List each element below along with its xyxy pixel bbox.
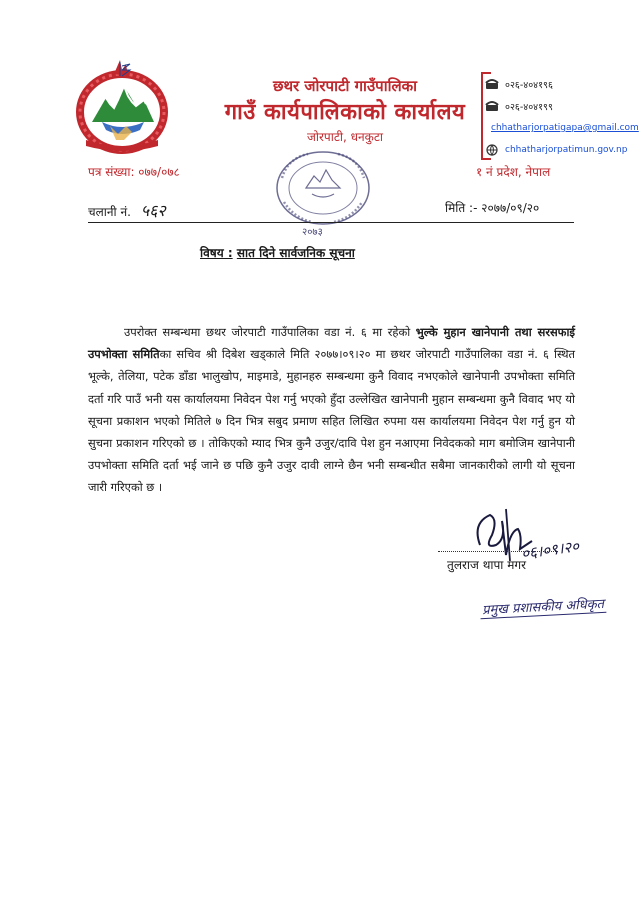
body-part-2: का सचिव श्री दिबेश खड्काले मिति २०७७।०९।२० मा छथर जोरपाटी गाउँपालिका वडा नं. ६ स्थित भूल्के, तेलिया, पटेक डाँडा भालुखोप, माइमाडे, मुहानहरु सम्बन्धमा कुनै विवाद नभएकोले खानेपानी उपभोक्ता समिति दर्ता गरि पाउँ भनी यस कार्यालयमा निवेदन पेश गर्नु भएको हुँदा उल्लेखित खानेपानी मुहान सम्बन्धमा कुनै विवाद भए यो सूचना प्रकाशन भएको मितिले ७ दिन भित्र सबुद प्रमाण सहित लिखित रुपमा यस कार्यालयमा निवेदन पेश गर्नु हुन यो सुचना प्रकाशन गरिएको छ । तोकिएको म्याद भित्र कुनै उजुर/दावि पेश हुन नआएमा निवेदकको माग बमोजिम खानेपानी उपभोक्ता समिति दर्ता भई जाने छ पछि कुनै उजुर दावी लाग्ने छैन भनी सम्बन्धीत सबैमा जानकारीको लागी यो सूचना जारी गरिएको छ ।: [88, 347, 575, 495]
phone-number-1: ०२६-४०४१९६: [505, 79, 553, 91]
office-address: जोरपाटी, धनकुटा: [306, 130, 384, 144]
globe-icon: [485, 144, 499, 156]
website-link[interactable]: chhatharjorpatimun.gov.np: [505, 145, 628, 155]
signer-name: तुलराज थापा मगर: [447, 558, 527, 572]
stamp-year: २०७३: [302, 227, 323, 238]
province-label: १ नं प्रदेश, नेपाल: [476, 165, 551, 179]
date-field: मिति :- २०७७/०९/२०: [445, 201, 540, 215]
dispatch-number: [88, 199, 166, 221]
body-part-1: उपरोक्त सम्बन्धमा छथर जोरपाटी गाउँपालिका वडा नं. ६ मा रहेको: [124, 325, 416, 339]
email-link[interactable]: chhatharjorpatigapa@gmail.com: [491, 123, 639, 133]
phone-number-2: ०२६-४०४१९९: [505, 101, 553, 113]
subject-text: सात दिने सार्वजनिक सूचना: [236, 246, 355, 260]
email-row: [485, 117, 639, 139]
committee-name: भुल्के मुहान खानेपानी तथा सरसफाई उपभोक्ता समिति: [88, 325, 576, 362]
phone-icon: [485, 78, 499, 90]
phone-row-1: [485, 73, 635, 95]
signer-title-stamp: प्रमुख प्रशासकीय अधिकृत: [480, 594, 607, 620]
office-seal-stamp: [268, 148, 378, 230]
signature-date: ०६।०९।२०: [520, 537, 581, 563]
dispatch-number-value: ५६२: [140, 201, 166, 220]
nepal-emblem: [66, 56, 178, 158]
signature-line: [438, 551, 558, 552]
phone-row-2: [485, 95, 635, 117]
subject-label: विषय :: [200, 246, 233, 260]
municipality-name: छथर जोरपाटी गाउँपालिका: [272, 77, 418, 95]
notice-body: [88, 321, 575, 499]
office-name: गाउँ कार्यपालिकाको कार्यालय: [224, 100, 466, 125]
letter-number: पत्र संख्या: ०७७/०७८: [88, 165, 180, 179]
dispatch-label: चलानी नं.: [88, 205, 131, 219]
contact-block: [485, 73, 639, 161]
web-row: [485, 139, 635, 161]
header-divider: [88, 222, 574, 223]
subject-line: [200, 244, 355, 261]
phone-icon: [485, 100, 499, 112]
